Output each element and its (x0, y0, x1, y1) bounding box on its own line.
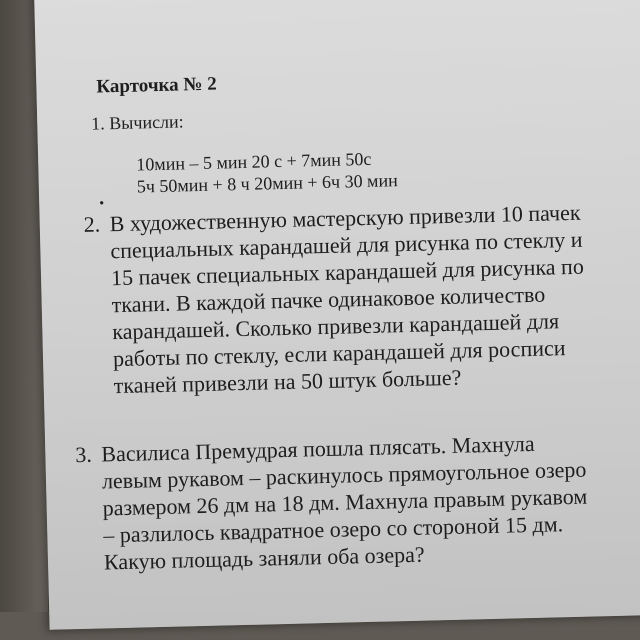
worksheet-paper (34, 0, 640, 630)
task-2-line-7: тканей привезли на 50 штук больше? (113, 364, 462, 399)
task-3 (75, 429, 589, 576)
task-2-number: 2. (83, 211, 101, 237)
card-title: Карточка № 2 (96, 73, 218, 98)
task-3-line-4: – разлилось квадратное озеро со стороной 15 дм. (103, 511, 564, 548)
task-2-line-2: специальных карандашей для рисунка по стеклу и (110, 226, 583, 264)
task-3-text-1: Василиса Премудрая пошла плясать. Махнула (101, 430, 535, 467)
task-2-line-6: работы по стеклу, если карандашей для росписи (112, 335, 566, 372)
task-3-line-5: Какую площадь заняли оба озера? (103, 541, 425, 575)
task-2-line-5: карандашей. Сколько привезли карандашей для (112, 308, 560, 345)
task-2 (83, 199, 586, 400)
task-3-number: 3. (75, 441, 93, 468)
task-3-line-3: размером 26 дм на 18 дм. Махнула правым рукавом (102, 483, 588, 521)
task-3-line-2: левым рукавом – раскинулось прямоугольное озеро (101, 456, 587, 494)
task-1-expression-2: 5ч 50мин + 8 ч 20мин + 6ч 30 мин (136, 170, 398, 197)
task-1-expression-1: 10мин – 5 мин 20 с + 7мин 50с (136, 148, 372, 175)
task-2-line-3: 15 пачек специальных карандашей для рисунка по (110, 253, 585, 291)
task-2-line-4: ткани. В каждой пачке одинаковое количество (111, 281, 546, 318)
pen-dot: • (99, 196, 105, 212)
task-1-heading: 1. Вычисли: (91, 111, 184, 134)
task-2-text-1: В художественную мастерскую привезли 10 пачек (109, 199, 581, 237)
